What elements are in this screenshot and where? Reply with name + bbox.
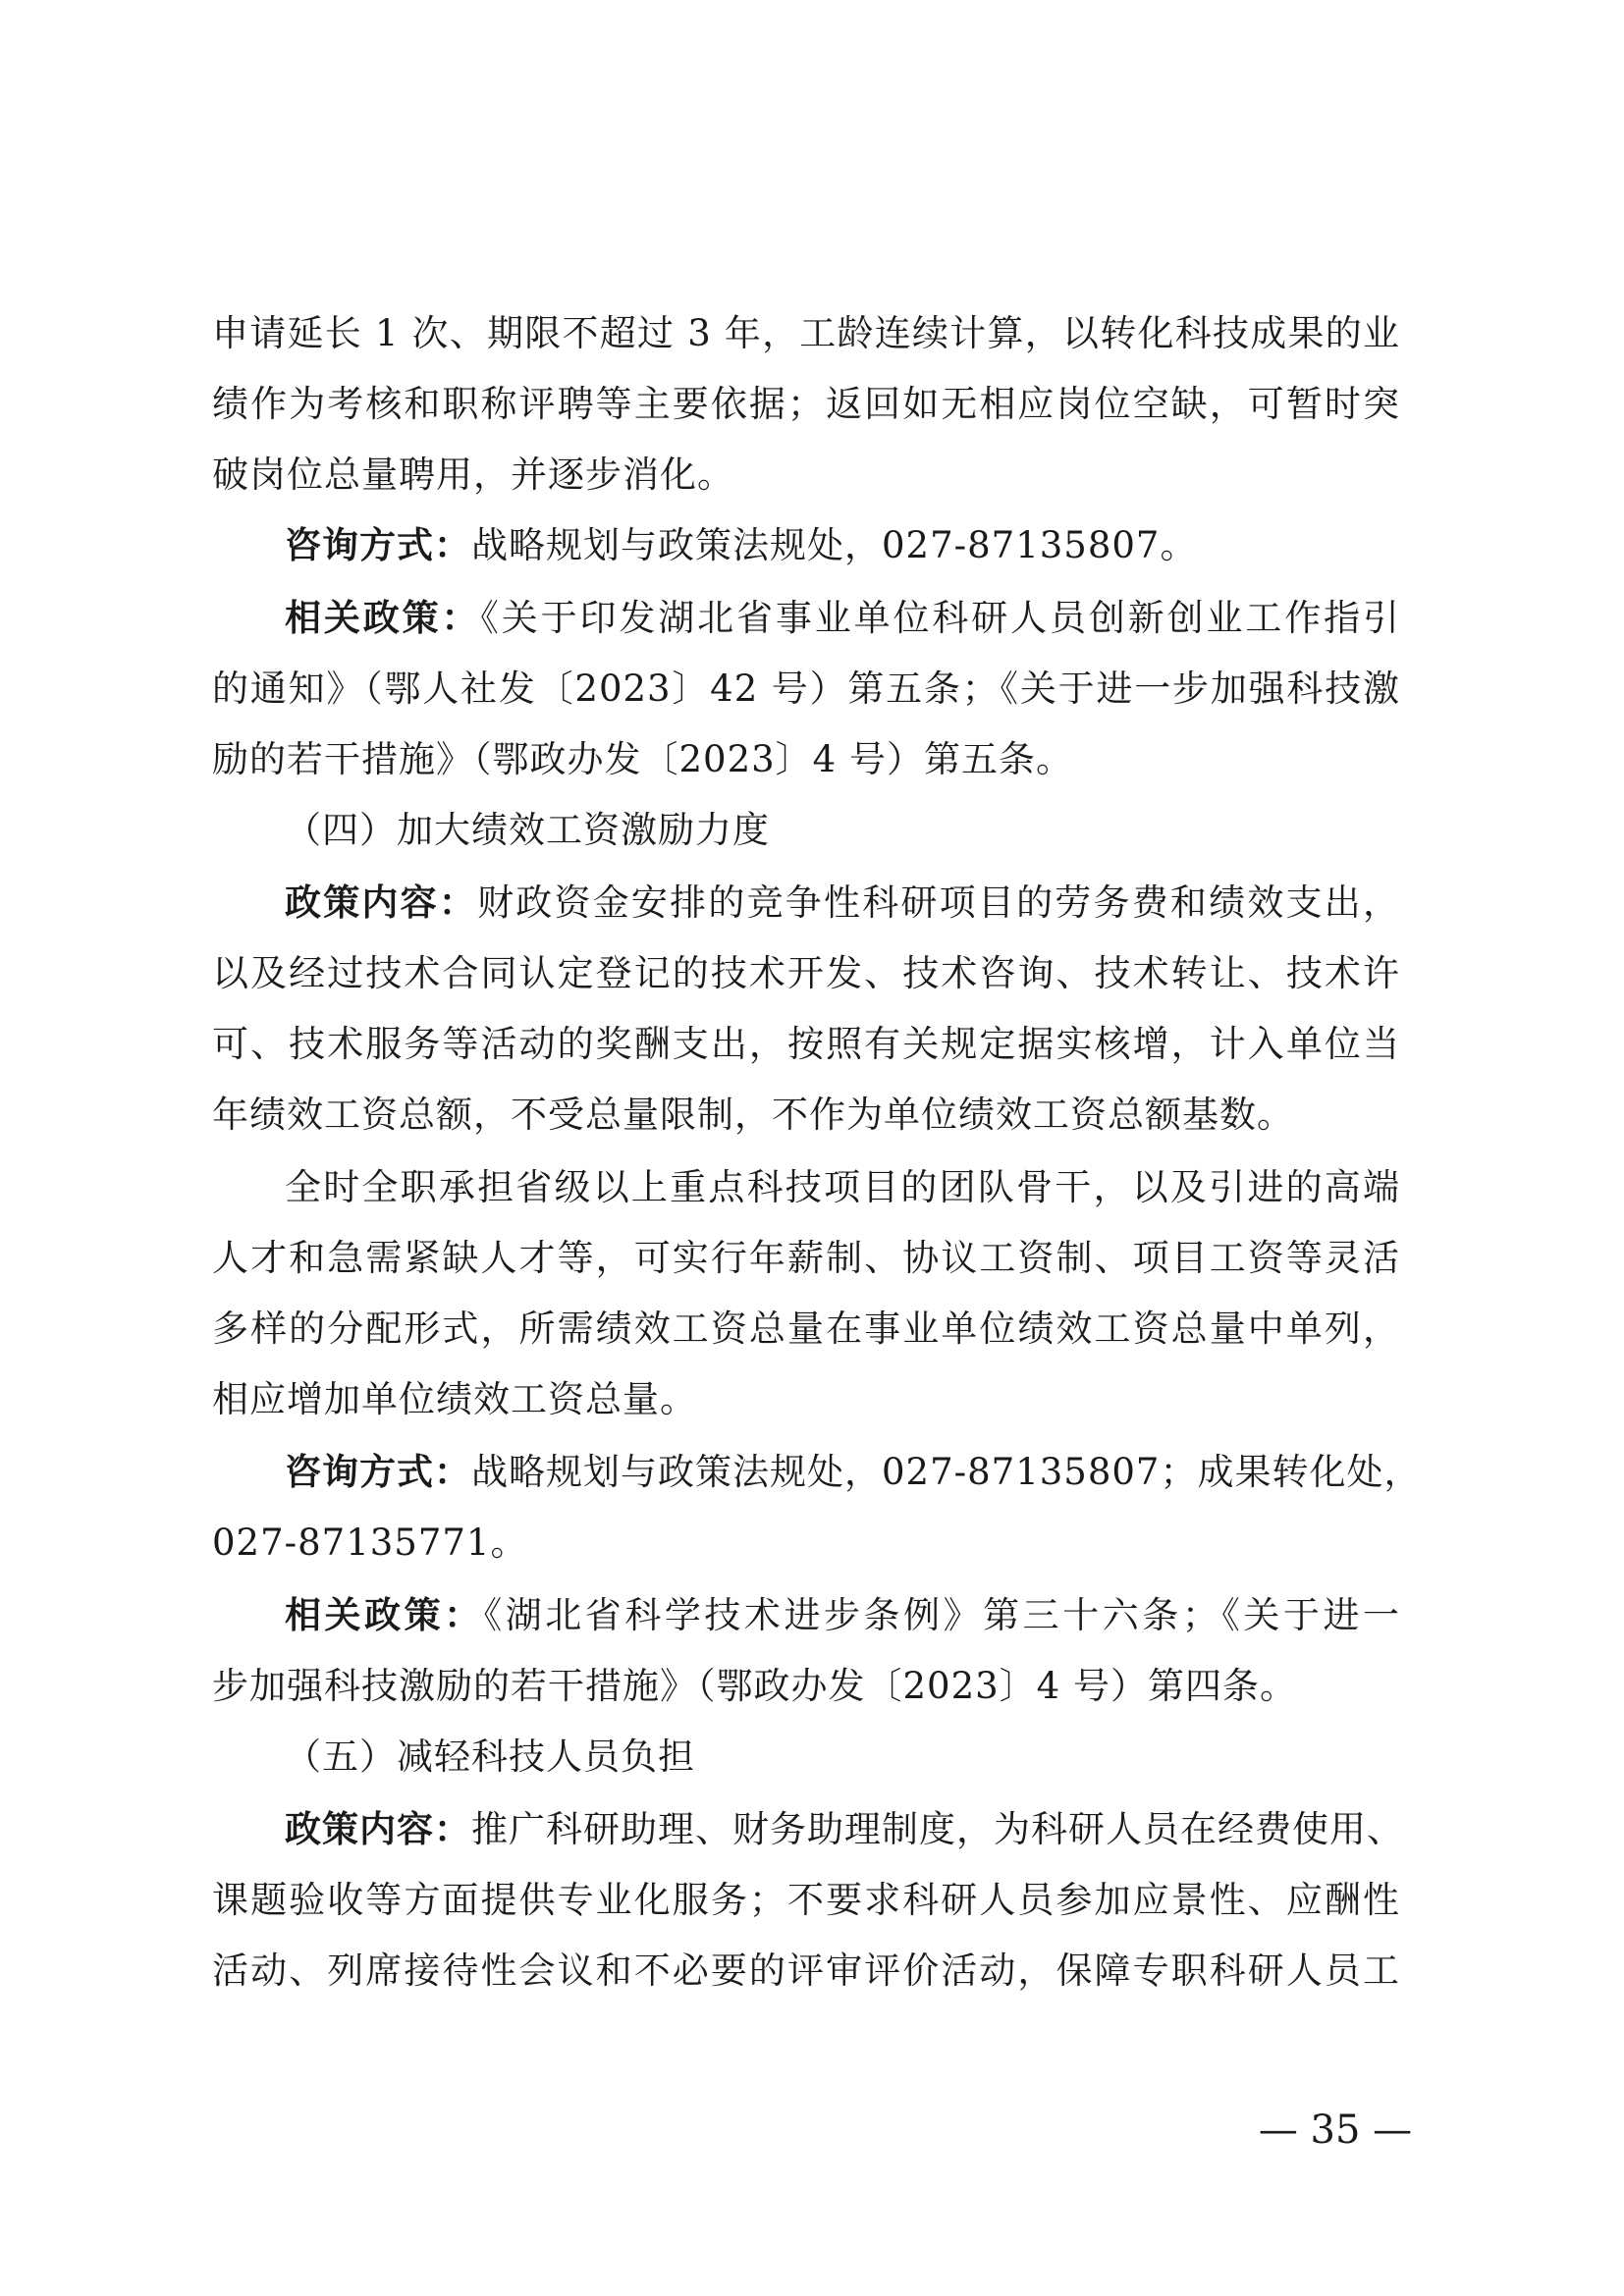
- consultation-line: 027-87135771。: [212, 1522, 528, 1564]
- related-policy-text: 《湖北省科学技术进步条例》第三十六条；《关于进一: [483, 1594, 1401, 1636]
- consultation-line: [285, 517, 1400, 574]
- consultation-text: 战略规划与政策法规处，027-87135807；成果转化处，: [471, 1451, 1422, 1493]
- consultation-line: [285, 1444, 1422, 1501]
- policy-content-line: [285, 1801, 1404, 1858]
- related-policy-line: [285, 1587, 1400, 1644]
- policy-content-text: 财政资金安排的竞争性科研项目的劳务费和绩效支出，: [477, 881, 1401, 924]
- policy-content-line: [285, 875, 1400, 932]
- paragraph-line: 全时全职承担省级以上重点科技项目的团队骨干，以及引进的高端: [285, 1166, 1400, 1208]
- paragraph-line: 申请延长 1 次、期限不超过 3 年，工龄连续计算，以转化科技成果的业: [212, 312, 1400, 354]
- policy-content-line: 可、技术服务等活动的奖酬支出，按照有关规定据实核增，计入单位当: [212, 1023, 1400, 1065]
- policy-content-line: 活动、列席接待性会议和不必要的评审评价活动，保障专职科研人员工: [212, 1949, 1400, 1992]
- section-heading-4: （四）加大绩效工资激励力度: [285, 809, 770, 851]
- policy-content-label: 政策内容：: [285, 881, 478, 924]
- policy-content-line: 年绩效工资总额，不受总量限制，不作为单位绩效工资总额基数。: [212, 1094, 1294, 1136]
- policy-content-label: 政策内容：: [285, 1808, 471, 1850]
- section-heading-5: （五）减轻科技人员负担: [285, 1735, 695, 1778]
- policy-content-text: 推广科研助理、财务助理制度，为科研人员在经费使用、: [471, 1808, 1404, 1850]
- paragraph-line: 多样的分配形式，所需绩效工资总量在事业单位绩效工资总量中单列，: [212, 1308, 1400, 1350]
- related-policy-label: 相关政策：: [285, 597, 481, 639]
- policy-content-line: 课题验收等方面提供专业化服务；不要求科研人员参加应景性、应酬性: [212, 1879, 1400, 1921]
- paragraph-line: 破岗位总量聘用，并逐步消化。: [212, 454, 734, 496]
- related-policy-label: 相关政策：: [285, 1594, 484, 1636]
- consultation-label: 咨询方式：: [285, 524, 471, 566]
- related-policy-text: 《关于印发湖北省事业单位科研人员创新创业工作指引: [480, 597, 1400, 639]
- page-number: — 35 —: [1258, 2108, 1413, 2153]
- consultation-text: 战略规划与政策法规处，027-87135807。: [471, 524, 1198, 566]
- related-policy-line: 励的若干措施》（鄂政办发〔2023〕4 号）第五条。: [212, 738, 1073, 780]
- related-policy-line: [285, 590, 1400, 647]
- policy-content-line: 以及经过技术合同认定登记的技术开发、技术咨询、技术转让、技术许: [212, 952, 1400, 994]
- paragraph-line: 绩作为考核和职称评聘等主要依据；返回如无相应岗位空缺，可暂时突: [212, 383, 1400, 425]
- related-policy-line: 的通知》（鄂人社发〔2023〕42 号）第五条；《关于进一步加强科技激: [212, 667, 1400, 710]
- paragraph-line: 人才和急需紧缺人才等，可实行年薪制、协议工资制、项目工资等灵活: [212, 1237, 1400, 1279]
- paragraph-line: 相应增加单位绩效工资总量。: [212, 1378, 697, 1420]
- related-policy-line: 步加强科技激励的若干措施》（鄂政办发〔2023〕4 号）第四条。: [212, 1665, 1297, 1707]
- consultation-label: 咨询方式：: [285, 1451, 471, 1493]
